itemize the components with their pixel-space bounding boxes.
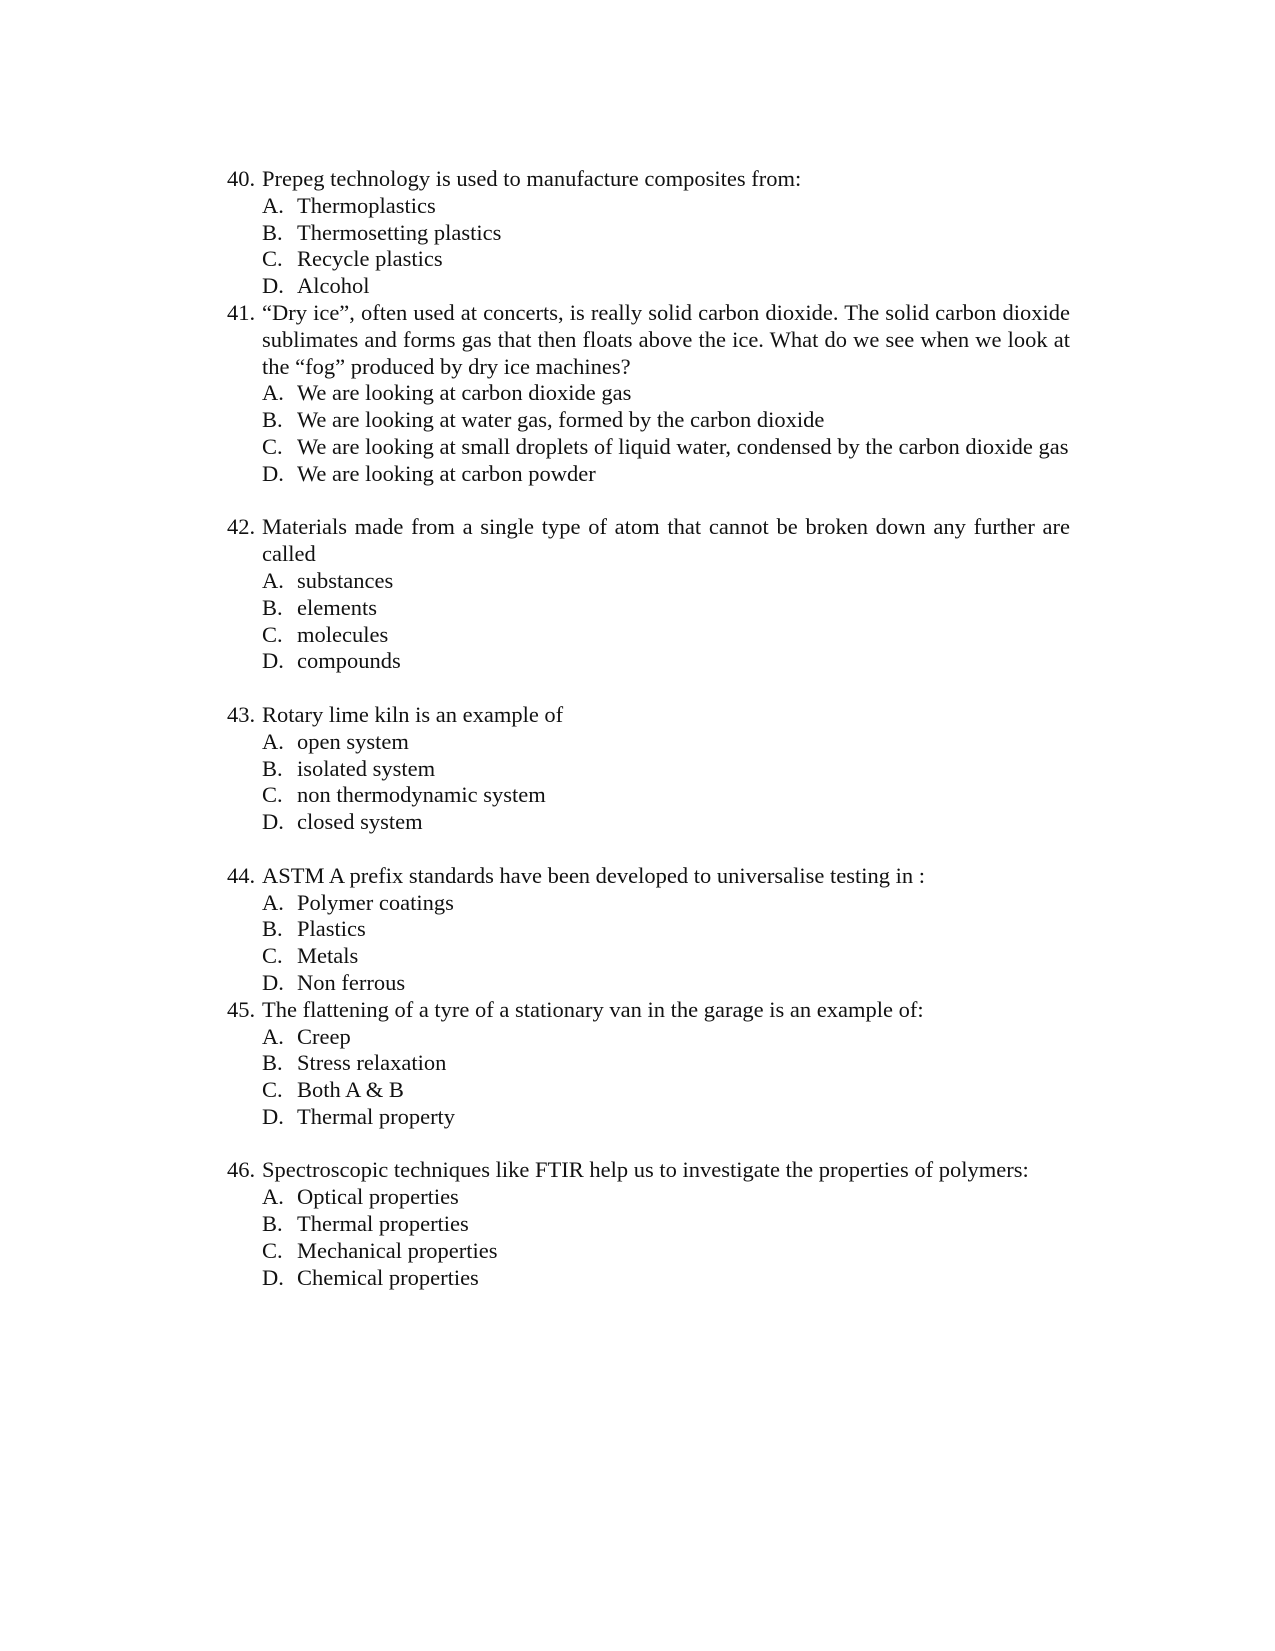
question-text: Rotary lime kiln is an example of [262, 701, 564, 727]
option-c [262, 782, 1070, 809]
option-b [262, 916, 1070, 943]
option-text: Alcohol [297, 273, 370, 299]
option-d [262, 809, 1070, 836]
option-a [262, 380, 1070, 407]
question-40 [227, 166, 1070, 193]
option-text: Stress relaxation [297, 1050, 447, 1076]
option-text: isolated system [297, 755, 436, 781]
option-c [262, 1238, 1070, 1265]
question-number: 44. [227, 862, 256, 888]
option-c [262, 943, 1070, 970]
question-text: Prepeg technology is used to manufacture composites from: [262, 166, 802, 191]
question-text: The flattening of a tyre of a stationary van in the garage is an example of: [262, 996, 924, 1022]
option-text: molecules [297, 621, 389, 647]
question-body [262, 300, 1070, 380]
option-b [262, 756, 1070, 783]
option-a [262, 1024, 1070, 1051]
option-label: D. [262, 460, 284, 486]
question-text: Spectroscopic techniques like FTIR help us to investigate the properties of polymers: [262, 1157, 1029, 1183]
option-a [262, 568, 1070, 595]
option-label: B. [262, 219, 283, 245]
option-b [262, 407, 1070, 434]
question-number: 45. [227, 996, 256, 1022]
option-label: C. [262, 782, 283, 808]
option-c [262, 434, 1070, 461]
option-text: Recycle plastics [297, 246, 443, 272]
option-label: D. [262, 1264, 284, 1290]
option-text: compounds [297, 648, 401, 674]
option-a [262, 729, 1070, 756]
option-b [262, 595, 1070, 622]
option-label: D. [262, 809, 284, 835]
option-a [262, 193, 1070, 220]
question-text: Materials made from a single type of atom that cannot be broken down any further are called [262, 514, 1070, 567]
option-label: D. [262, 969, 284, 995]
option-text: Plastics [297, 916, 366, 942]
option-text: We are looking at carbon dioxide gas [297, 380, 632, 406]
question-number: 46. [227, 1157, 256, 1183]
option-text: Thermal property [297, 1103, 456, 1129]
option-text: Thermosetting plastics [297, 219, 502, 245]
option-label: C. [262, 943, 283, 969]
question-45 [227, 997, 1070, 1024]
option-label: A. [262, 728, 284, 754]
option-b [262, 220, 1070, 247]
option-text: Polymer coatings [297, 889, 454, 915]
option-text: Optical properties [297, 1184, 459, 1210]
option-list [227, 890, 1070, 997]
option-text: Mechanical properties [297, 1237, 498, 1263]
option-c [262, 246, 1070, 273]
option-text: Both A & B [297, 1077, 404, 1103]
option-label: D. [262, 273, 284, 299]
option-list [227, 380, 1070, 487]
option-text: substances [297, 567, 394, 593]
option-label: C. [262, 246, 283, 272]
option-b [262, 1050, 1070, 1077]
option-text: open system [297, 728, 409, 754]
option-d [262, 648, 1070, 675]
option-label: C. [262, 433, 283, 459]
question-body [262, 863, 1070, 890]
option-label: A. [262, 1023, 284, 1049]
option-text: Creep [297, 1023, 351, 1049]
option-label: A. [262, 889, 284, 915]
option-label: B. [262, 1211, 283, 1237]
option-list [227, 1184, 1070, 1291]
question-body [262, 1157, 1070, 1184]
option-text: Thermoplastics [297, 192, 436, 218]
question-page [227, 166, 1070, 1291]
option-list [227, 568, 1070, 675]
option-text: We are looking at small droplets of liquid water, condensed by the carbon dioxide gas [297, 433, 1069, 459]
option-a [262, 890, 1070, 917]
option-label: A. [262, 1184, 284, 1210]
option-d [262, 461, 1070, 488]
option-label: D. [262, 648, 284, 674]
option-label: B. [262, 755, 283, 781]
question-body [262, 702, 1070, 729]
option-label: A. [262, 380, 284, 406]
option-text: closed system [297, 809, 423, 835]
question-text: “Dry ice”, often used at concerts, is really solid carbon dioxide. The solid carbon dioxide sublimates and forms gas that then floats above the ice. What do we see when we look at the “fog” produced by dry ice machines? [262, 299, 1070, 379]
option-b [262, 1211, 1070, 1238]
question-number: 41. [227, 299, 256, 325]
option-a [262, 1184, 1070, 1211]
question-43 [227, 702, 1070, 729]
option-c [262, 622, 1070, 649]
option-label: B. [262, 594, 283, 620]
option-list [227, 193, 1070, 300]
question-text: ASTM A prefix standards have been developed to universalise testing in : [262, 862, 925, 888]
option-text: Thermal properties [297, 1211, 469, 1237]
option-d [262, 1265, 1070, 1292]
option-text: We are looking at water gas, formed by the carbon dioxide [297, 407, 825, 433]
option-label: B. [262, 916, 283, 942]
question-42 [227, 514, 1070, 568]
question-41 [227, 300, 1070, 380]
option-label: D. [262, 1103, 284, 1129]
question-46 [227, 1157, 1070, 1184]
question-body [262, 166, 1070, 193]
option-label: C. [262, 1077, 283, 1103]
option-text: Chemical properties [297, 1264, 479, 1290]
option-label: B. [262, 407, 283, 433]
option-list [227, 729, 1070, 836]
option-d [262, 970, 1070, 997]
option-list [227, 1024, 1070, 1131]
option-label: A. [262, 192, 284, 218]
option-text: non thermodynamic system [297, 782, 546, 808]
question-body [262, 514, 1070, 568]
option-text: elements [297, 594, 377, 620]
question-44 [227, 863, 1070, 890]
question-number: 42. [227, 514, 256, 540]
question-number: 40. [227, 166, 256, 191]
option-text: We are looking at carbon powder [297, 460, 596, 486]
option-c [262, 1077, 1070, 1104]
option-label: B. [262, 1050, 283, 1076]
question-number: 43. [227, 701, 256, 727]
option-label: A. [262, 567, 284, 593]
question-body [262, 997, 1070, 1024]
option-d [262, 1104, 1070, 1131]
option-d [262, 273, 1070, 300]
option-text: Metals [297, 943, 359, 969]
option-label: C. [262, 621, 283, 647]
option-label: C. [262, 1237, 283, 1263]
option-text: Non ferrous [297, 969, 406, 995]
